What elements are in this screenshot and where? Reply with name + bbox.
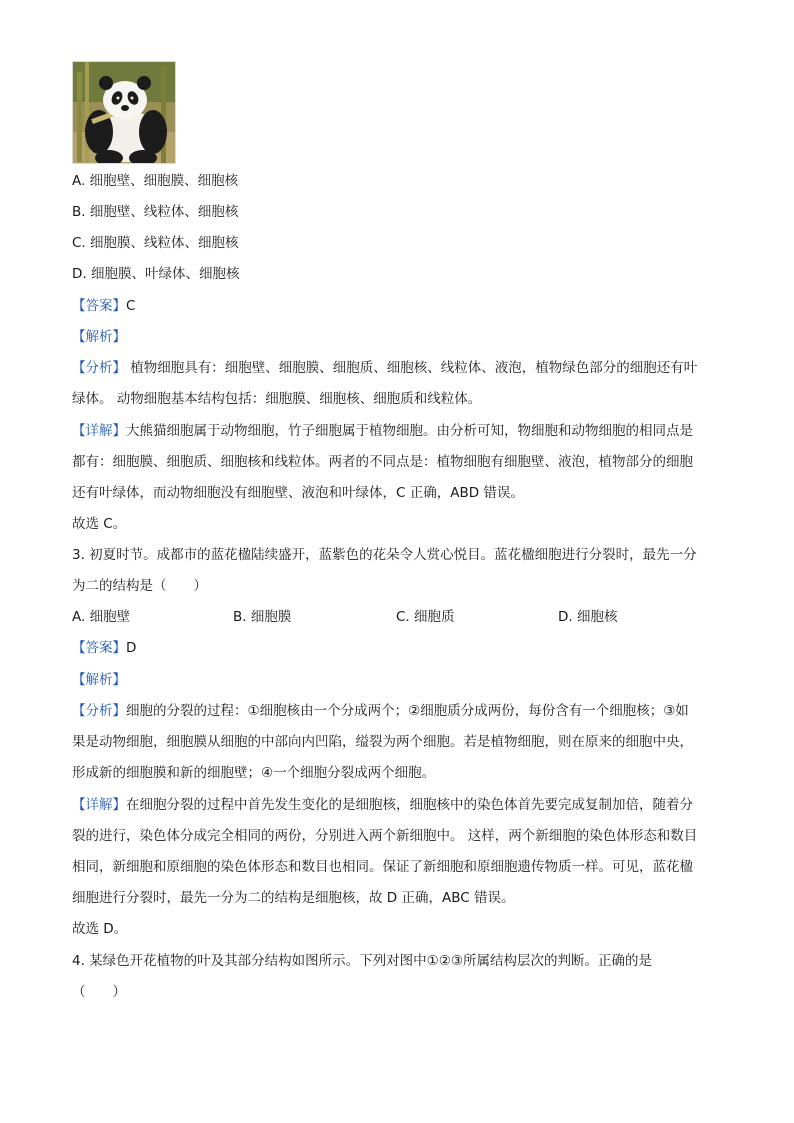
q2-xiangjie-line-2: 都有：细胞膜、细胞质、细胞核和线粒体。两者的不同点是：植物细胞有细胞壁、液泡，植物部分的细胞 bbox=[72, 454, 693, 470]
q2-option-b: B. 细胞壁、线粒体、细胞核 bbox=[72, 204, 239, 220]
q3-xiangjie-line-2: 裂的进行，染色体分成完全相同的两份，分别进入两个新细胞中。 这样，两个新细胞的染色体形态和数目 bbox=[72, 828, 698, 844]
q3-option-d: D. 细胞核 bbox=[558, 609, 618, 625]
fenxi-text: 植物细胞具有：细胞壁、细胞膜、细胞质、细胞核、线粒体、液泡，植物绿色部分的细胞还有叶 bbox=[130, 360, 698, 376]
q2-fenxi-line-1 bbox=[72, 358, 697, 378]
q2-analysis-heading: 【解析】 bbox=[72, 329, 126, 345]
fenxi-tag: 【分析】 bbox=[72, 360, 126, 376]
q2-fenxi-line-2: 绿体。 动物细胞基本结构包括：细胞膜、细胞核、细胞质和线粒体。 bbox=[72, 391, 482, 407]
q2-answer bbox=[72, 296, 135, 316]
q3-xiangjie-line-1 bbox=[72, 795, 693, 815]
q3-conclusion: 故选 D。 bbox=[72, 921, 128, 937]
q2-xiangjie-line-1 bbox=[72, 421, 693, 441]
q3-xiangjie-line-3: 相同，新细胞和原细胞的染色体形态和数目也相同。保证了新细胞和原细胞遗传物质一样。可见，蓝花楹 bbox=[72, 859, 693, 875]
q4-stem-line-2: （ ） bbox=[72, 984, 126, 1000]
answer-value: D bbox=[126, 640, 137, 656]
q2-option-a: A. 细胞壁、细胞膜、细胞核 bbox=[72, 173, 239, 189]
q3-stem-line-2: 为二的结构是（ ） bbox=[72, 578, 207, 594]
q2-option-c: C. 细胞膜、线粒体、细胞核 bbox=[72, 235, 239, 251]
answer-value: C bbox=[126, 298, 136, 314]
q3-option-b: B. 细胞膜 bbox=[233, 609, 292, 625]
xiangjie-text: 大熊猫细胞属于动物细胞，竹子细胞属于植物细胞。由分析可知，物细胞和动物细胞的相同点是 bbox=[126, 423, 693, 439]
answer-tag: 【答案】 bbox=[72, 640, 126, 656]
q3-answer bbox=[72, 638, 136, 658]
q2-conclusion: 故选 C。 bbox=[72, 516, 127, 532]
q3-fenxi-line-3: 形成新的细胞膜和新的细胞壁；④一个细胞分裂成两个细胞。 bbox=[72, 765, 436, 781]
xiangjie-text: 在细胞分裂的过程中首先发生变化的是细胞核，细胞核中的染色体首先要完成复制加倍，随着分 bbox=[126, 797, 693, 813]
q3-analysis-heading: 【解析】 bbox=[72, 672, 126, 688]
q3-stem-line-1: 3. 初夏时节。成都市的蓝花楹陆续盛开，蓝紫色的花朵令人赏心悦目。蓝花楹细胞进行分裂时，最先一分 bbox=[72, 547, 697, 563]
q3-fenxi-line-2: 果是动物细胞，细胞膜从细胞的中部向内凹陷，缢裂为两个细胞。若是植物细胞，则在原来的细胞中央， bbox=[72, 734, 693, 750]
answer-tag: 【答案】 bbox=[72, 298, 126, 314]
xiangjie-tag: 【详解】 bbox=[72, 423, 126, 439]
fenxi-tag: 【分析】 bbox=[72, 703, 126, 719]
q2-xiangjie-line-3: 还有叶绿体，而动物细胞没有细胞壁、液泡和叶绿体，C 正确，ABD 错误。 bbox=[72, 485, 524, 501]
q2-option-d: D. 细胞膜、叶绿体、细胞核 bbox=[72, 266, 240, 282]
fenxi-text: 细胞的分裂的过程：①细胞核由一个分成两个；②细胞质分成两份，每份含有一个细胞核；③如 bbox=[126, 703, 689, 719]
q3-option-a: A. 细胞壁 bbox=[72, 609, 131, 625]
panda-photo bbox=[72, 61, 176, 164]
xiangjie-tag: 【详解】 bbox=[72, 797, 126, 813]
q3-fenxi-line-1 bbox=[72, 701, 689, 721]
q4-stem-line-1: 4. 某绿色开花植物的叶及其部分结构如图所示。下列对图中①②③所属结构层次的判断。正确的是 bbox=[72, 953, 652, 969]
q3-option-c: C. 细胞质 bbox=[396, 609, 455, 625]
q3-xiangjie-line-4: 细胞进行分裂时，最先一分为二的结构是细胞核，故 D 正确，ABC 错误。 bbox=[72, 890, 515, 906]
